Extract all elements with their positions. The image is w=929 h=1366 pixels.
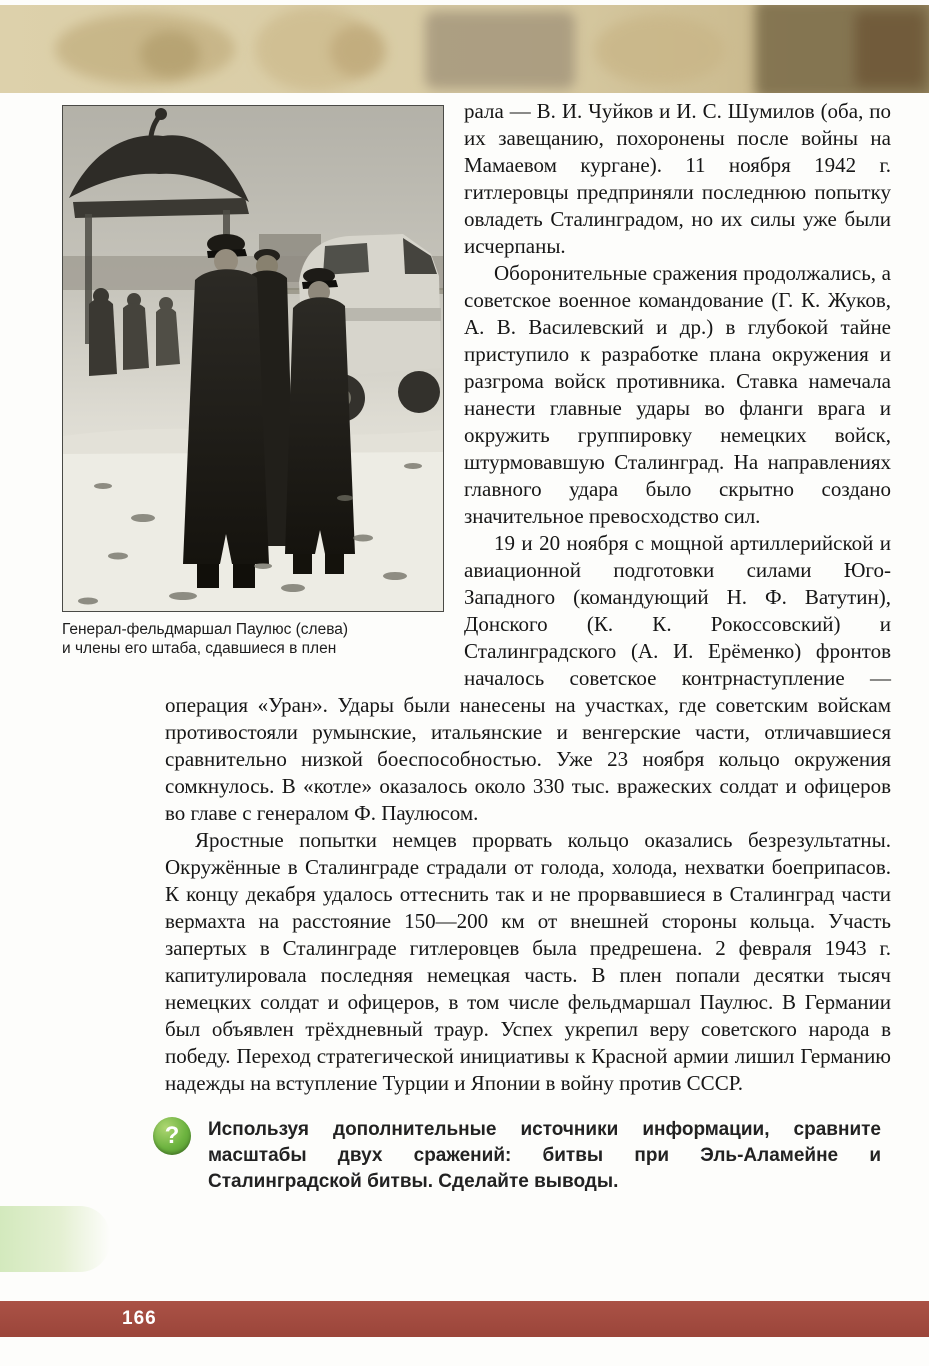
question-text: Используя дополнительные источники информации, сравните масштабы двух сражений: битвы при Эль-Аламейне и Сталинградской битвы. Сделайте выводы. <box>208 1119 881 1192</box>
decorative-image-fragment <box>140 31 200 77</box>
photo-caption <box>62 620 444 658</box>
photo-figure <box>62 105 444 658</box>
photo-paulus-surrender <box>62 105 444 612</box>
question-mark-icon: ? <box>153 1117 191 1155</box>
decorative-image-fragment <box>425 11 575 89</box>
margin-accent-strip <box>0 1206 110 1272</box>
footer-bar <box>0 1301 929 1337</box>
page-number: 166 <box>122 1308 157 1329</box>
paragraph: Оборонительные сражения продолжались, а советское военное командование (Г. К. Жуков, А. В. Василевский и др.) в глубокой тайне приступило к разработке плана окружения и разгрома войск противника. Ставка намечала нанести главные удары во фланги врага и окружить группировку немецких войск, штурмовавшую Сталинград. На направлениях главного удара было скрытно создано значительное превосходство сил. <box>464 261 891 528</box>
paragraph: рала — В. И. Чуйков и И. С. Шумилов (оба, по их завещанию, похоронены после войны на Мамаевом кургане). 11 ноября 1942 г. гитлеровцы предприняли последнюю попытку овладеть Сталинградом, но их силы уже были исчерпаны. <box>464 99 891 258</box>
photo-caption-line: Генерал-фельдмаршал Паулюс (слева) <box>62 621 349 638</box>
decorative-image-fragment <box>330 25 386 77</box>
decorative-image-fragment <box>855 11 925 87</box>
article-text <box>62 98 891 1195</box>
question-block <box>153 1117 891 1195</box>
photo-caption-line: и члены его штаба, сдавшиеся в плен <box>62 640 337 657</box>
paragraph: 19 и 20 ноября с мощной артиллерийской и авиационной подготовки силами Юго-Западного (командующий Н. Ф. Ватутин), Донского (К. К. Рокоссовский) и Сталинградского (А. И. Ерёменко) фронтов началось советское контрнаступление — операция «Уран». Удары были нанесены на участках, где советским войскам противостояли румынские, итальянские и венгерские части, отличавшиеся сравнительно низкой боеспособностью. Уже 23 ноября кольцо окружения сомкнулось. В «котле» оказалось около 330 тыс. вражеских солдат и офицеров во главе с генералом Ф. Паулюсом. <box>165 531 891 825</box>
photo-illustration <box>63 106 443 611</box>
paragraph: Яростные попытки немцев прорвать кольцо оказались безрезультатны. Окружённые в Сталинграде страдали от голода, холода, нехватки боеприпасов. К концу декабря удалось оттеснить так и не прорвавшиеся в Сталинград части вермахта на расстояние 150—200 км от внешней стороны кольца. Участь запертых в Сталинграде гитлеровцев была предрешена. 2 февраля 1943 г. капитулировала последняя немецкая часть. В плен попали десятки тысяч немецких солдат и офицеров, в том числе фельдмаршал Паулюс. В Германии был объявлен трёхдневный траур. Успех укрепил веру советского народа в победу. Переход стратегической инициативы к Красной армии лишил Германию надежды на вступление Турции и Японии в войну против СССР. <box>165 828 891 1095</box>
decorative-image-fragment <box>595 15 725 85</box>
header-decorative-band <box>0 5 929 93</box>
